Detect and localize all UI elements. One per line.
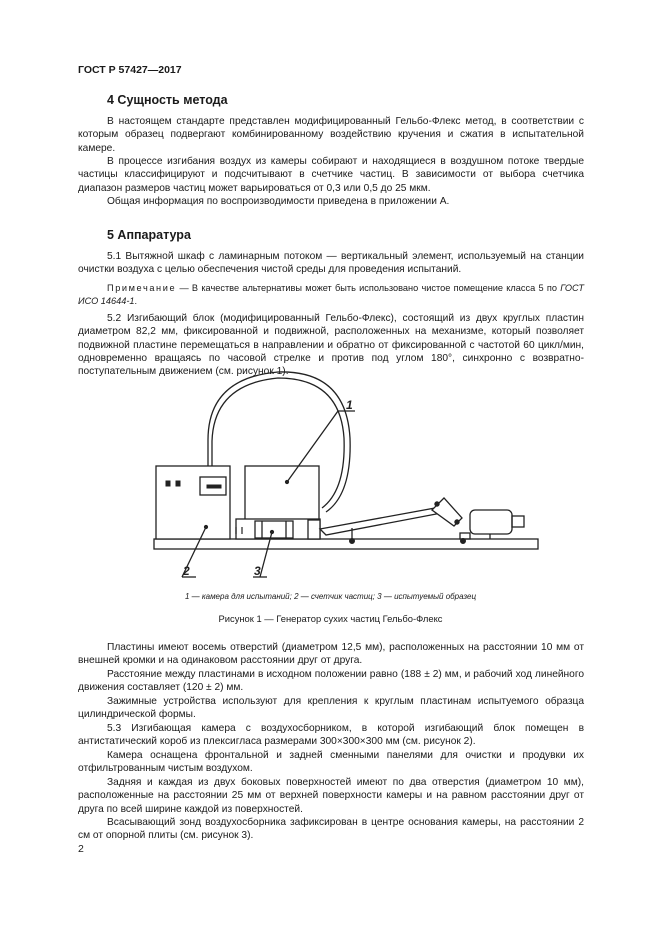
note-label: Примечание: [107, 283, 177, 293]
note-end: .: [134, 295, 138, 306]
figure-label-1: 1: [346, 398, 353, 412]
motor-shaft: [512, 516, 524, 527]
paragraph-plates: Пластины имеют восемь отверстий (диаметром 12,5 мм), расположенных на расстоянии 10 мм от внешней кромки и на одинаковом расстоянии друг от друга.: [78, 642, 584, 667]
paragraph-probe: Всасывающий зонд воздухосборника зафиксирован в центре основания камеры, на расстоянии 2 см от опорной плиты (см. рисунок 3).: [78, 817, 584, 842]
paragraph-clamps: Зажимные устройства используют для крепления к круглым пластинам испытуемого образца цилиндрической формы.: [78, 696, 584, 721]
note-reference: ГОСТ ИСО 14644-1: [78, 283, 584, 306]
section-4-heading: 4 Сущность метода: [107, 93, 228, 107]
test-chamber-box: [245, 466, 319, 521]
motor: [470, 510, 512, 534]
page-number: 2: [78, 843, 84, 855]
section-4-paragraph-2: В процессе изгибания воздух из камеры собирают и находящиеся в воздушном потоке твердые частицы классифицируют и подсчитывают в счетчике частиц. В зависимости от выбора счетчика диапазон размеров частиц может варьироваться от 0,3 или 0,5 до 25 мкм.: [78, 156, 584, 194]
figure-label-3: 3: [254, 564, 261, 578]
paragraph-openings: Задняя и каждая из двух боковых поверхностей имеют по два отверстия (диаметром 10 мм), расположенные на расстоянии 25 мм от верхней поверхности камеры и на равном расстоянии друг от друга по всей ширине каждой из поверхностей.: [78, 777, 584, 815]
figure-legend: 1 — камера для испытаний; 2 — счетчик частиц; 3 — испытуемый образец: [184, 592, 477, 601]
section-4-paragraph-3: Общая информация по воспроизводимости приведена в приложении А.: [107, 196, 450, 207]
figure-label-2: 2: [183, 564, 190, 578]
figure-caption: Рисунок 1 — Генератор сухих частиц Гельбо-Флекс: [218, 613, 443, 624]
clause-5-2: 5.2 Изгибающий блок (модифицированный Гельбо-Флекс), состоящий из двух круглых пластин диаметром 82,2 мм, фиксированной и подвижной, расположенных на механизме, который позволяет подвижной пластине перемещаться в направлении и обратно от фиксированной с частотой 60 цикл/мин, одновременно вращаясь по часовой стрелке и против под углом 180°, синхронно с возвратно-поступательным движением (см. рисунок 1).: [78, 313, 584, 378]
section-5-heading: 5 Аппаратура: [107, 228, 191, 242]
note-text: — В качестве альтернативы может быть использовано чистое помещение класса 5 по: [176, 283, 561, 293]
section-4-paragraph-1: В настоящем стандарте представлен модифицированный Гельбо-Флекс метод, в соответствии с которым образец подвергают комбинированному воздействию кручения и сжатия в испытательной камере.: [78, 116, 584, 154]
document-header: ГОСТ Р 57427—2017: [78, 64, 182, 76]
paragraph-panels: Камера оснащена фронтальной и задней сменными панелями для очистки и продувки их отфильтрованным чистым воздухом.: [78, 750, 584, 775]
paragraph-distance: Расстояние между пластинами в исходном положении равно (188 ± 2) мм, и рабочий ход линейного движения составляет (120 ± 2) мм.: [78, 669, 584, 694]
clause-5-3: 5.3 Изгибающая камера с воздухосборником, в которой изгибающий блок помещен в антистатический короб из плексигласа размерами 300×300×300 мм (см. рисунок 2).: [78, 723, 584, 748]
clause-5-1: 5.1 Вытяжной шкаф с ламинарным потоком — вертикальный элемент, используемый на станции очистки воздуха с целью обеспечения чистой среды для проведения испытаний.: [78, 251, 584, 276]
base-plate: [154, 539, 538, 549]
